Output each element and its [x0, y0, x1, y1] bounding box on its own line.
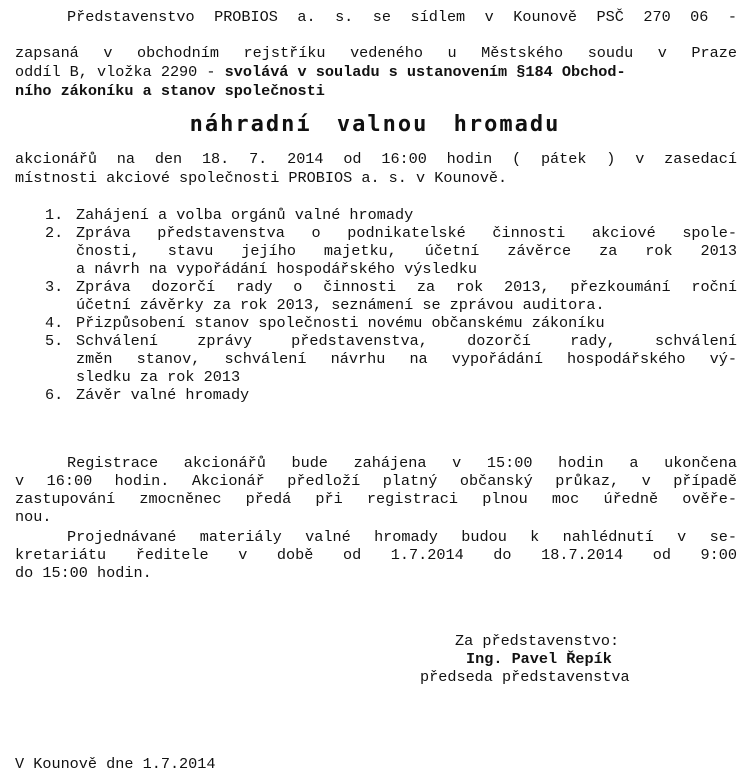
registration-line-2: v 16:00 hodin. Akcionář předloží platný občanský průkaz, v případě	[15, 472, 737, 490]
intro-line-4: ního zákoníku a stanov společnosti	[15, 82, 325, 100]
agenda-item-text: Zahájení a volba orgánů valné hromady	[76, 206, 414, 224]
intro-line-3	[15, 63, 737, 81]
agenda-item-number: 6.	[45, 386, 64, 404]
agenda-item-number: 1.	[45, 206, 64, 224]
agenda-item-text: účetní závěrky za rok 2013, seznámení se zprávou auditora.	[76, 296, 605, 314]
signature-for: Za představenstvo:	[455, 632, 620, 650]
place-date: V Kounově dne 1.7.2014	[15, 755, 216, 773]
registration-line-1: Registrace akcionářů bude zahájena v 15:00 hodin a ukončena	[67, 454, 737, 472]
intro-line-1: Představenstvo PROBIOS a. s. se sídlem v Kounově PSČ 270 06 -	[67, 8, 737, 26]
agenda-item-text: Schválení zprávy představenstva, dozorčí rady, schválení	[76, 332, 737, 350]
materials-line-1: Projednávané materiály valné hromady budou k nahlédnutí v se-	[67, 528, 737, 546]
agenda-item-text: Zpráva představenstva o podnikatelské činnosti akciové spole-	[76, 224, 737, 242]
agenda-item-number: 3.	[45, 278, 64, 296]
materials-line-2: kretariátu ředitele v době od 1.7.2014 do 18.7.2014 od 9:00	[15, 546, 737, 564]
document-title: náhradní valnou hromadu	[189, 112, 561, 137]
agenda-item-text: Zpráva dozorčí rady o činnosti za rok 2013, přezkoumání roční	[76, 278, 737, 296]
agenda-item-text: sledku za rok 2013	[76, 368, 241, 386]
meeting-line-1: akcionářů na den 18. 7. 2014 od 16:00 hodin ( pátek ) v zasedací	[15, 150, 737, 168]
signature-name: Ing. Pavel Řepík	[466, 650, 612, 668]
signature-role: předseda představenstva	[420, 668, 630, 686]
meeting-line-2: místnosti akciové společnosti PROBIOS a. s. v Kounově.	[15, 169, 508, 187]
intro-line-2: zapsaná v obchodním rejstříku vedeného u Městského soudu v Praze	[15, 44, 737, 62]
agenda-item-text: Závěr valné hromady	[76, 386, 250, 404]
materials-line-3: do 15:00 hodin.	[15, 564, 152, 582]
registration-line-3: zastupování zmocněnec předá při registraci plnou moc úředně ověře-	[15, 490, 737, 508]
agenda-item-text: Přizpůsobení stanov společnosti novému občanskému zákoníku	[76, 314, 605, 332]
agenda-item-number: 4.	[45, 314, 64, 332]
agenda-item-text: čnosti, stavu jejího majetku, účetní závěrce za rok 2013	[76, 242, 737, 260]
agenda-item-text: změn stanov, schválení návrhu na vypořádání hospodářského vý-	[76, 350, 737, 368]
registration-line-4: nou.	[15, 508, 52, 526]
intro-line-3-plain: oddíl B, vložka 2290 -	[15, 63, 225, 81]
agenda-item-text: a návrh na vypořádání hospodářského výsledku	[76, 260, 478, 278]
agenda-item-number: 5.	[45, 332, 64, 350]
agenda-item-number: 2.	[45, 224, 64, 242]
intro-line-3-bold: svolává v souladu s ustanovením §184 Obchod-	[224, 63, 626, 81]
